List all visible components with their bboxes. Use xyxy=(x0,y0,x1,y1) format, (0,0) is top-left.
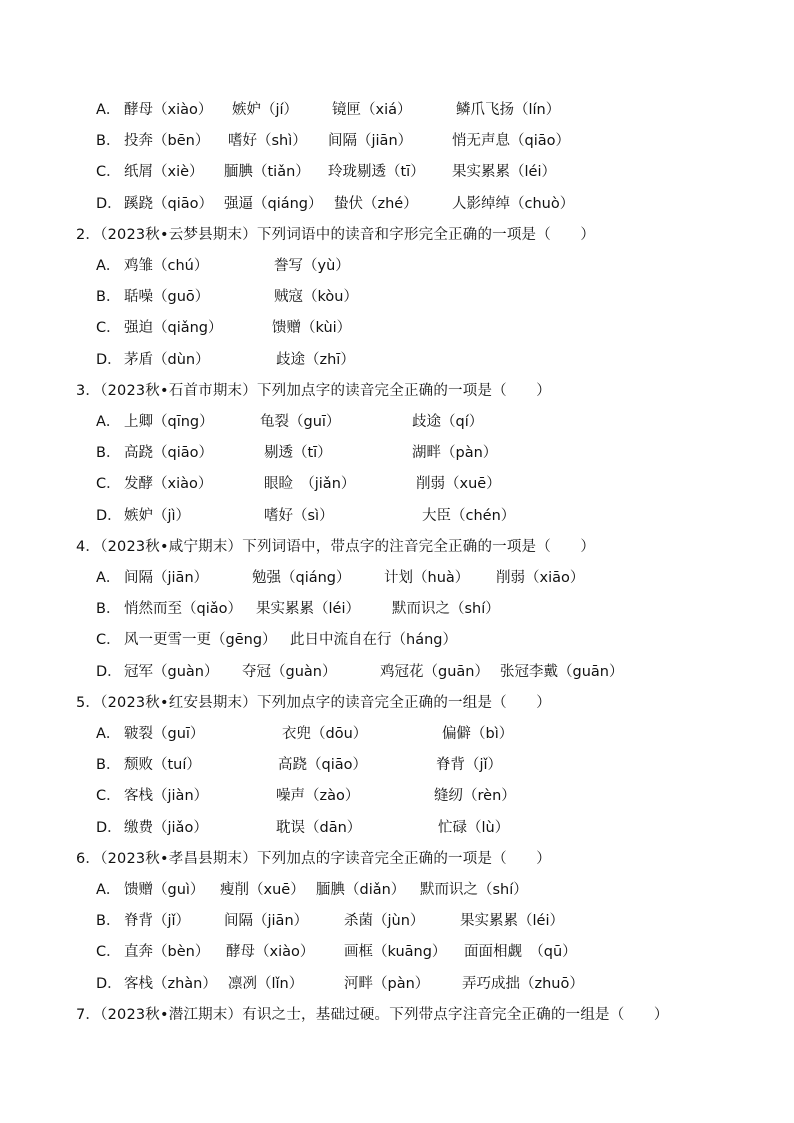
option-label: D． xyxy=(96,664,122,680)
option-item: 面面相觑 （qū） xyxy=(464,944,577,960)
option-item: 嗜好（shì） xyxy=(228,133,307,149)
option-row xyxy=(96,784,516,808)
option-item: 酵母（xiào） xyxy=(226,944,315,960)
option-row xyxy=(96,909,564,933)
option-row xyxy=(96,878,528,902)
option-item: 画框（kuāng） xyxy=(344,944,447,960)
option-label: D． xyxy=(96,508,122,524)
option-item: 高跷（qiāo） xyxy=(124,445,213,461)
option-row xyxy=(96,722,514,746)
option-item: 发酵（xiào） xyxy=(124,476,213,492)
question-number: 5． xyxy=(76,695,101,711)
option-row xyxy=(96,192,575,216)
option-item: 衣兜（dōu） xyxy=(282,726,368,742)
option-label: B． xyxy=(96,289,121,305)
option-item: 嫉妒（jí） xyxy=(232,102,299,118)
option-row xyxy=(96,504,516,528)
option-item: 誊写（yù） xyxy=(274,258,350,274)
option-row xyxy=(96,628,457,652)
option-item: 冠军（guàn） xyxy=(124,664,219,680)
option-item: 腼腆（diǎn） xyxy=(316,882,406,898)
option-item: 馈赠（guì） xyxy=(124,882,205,898)
option-item: 玲珑剔透（tī） xyxy=(328,164,425,180)
option-item: 嫉妒（jì） xyxy=(124,508,191,524)
option-row xyxy=(96,472,501,496)
option-item: 贼寇（kòu） xyxy=(274,289,358,305)
option-row xyxy=(96,972,584,996)
option-label: C． xyxy=(96,788,121,804)
question-number: 2． xyxy=(76,227,101,243)
option-label: D． xyxy=(96,976,122,992)
option-item: 大臣（chén） xyxy=(422,508,516,524)
option-item: 鳞爪飞扬（lín） xyxy=(456,102,561,118)
option-item: 皲裂（guī） xyxy=(124,726,205,742)
option-item: 风一更雪一更（gēng） xyxy=(124,632,277,648)
question-number: 4． xyxy=(76,539,101,555)
option-row xyxy=(96,566,585,590)
option-item: 河畔（pàn） xyxy=(344,976,430,992)
option-item: 茅盾（dùn） xyxy=(124,352,210,368)
option-item: 张冠李戴（guān） xyxy=(500,664,624,680)
option-item: 噪声（zào） xyxy=(276,788,360,804)
option-item: 弄巧成拙（zhuō） xyxy=(462,976,584,992)
option-item: 悄然而至（qiǎo） xyxy=(124,601,242,617)
option-item: 客栈（zhàn） xyxy=(124,976,217,992)
option-item: 蹊跷（qiāo） xyxy=(124,196,213,212)
option-label: C． xyxy=(96,944,121,960)
option-item: 歧途（qí） xyxy=(412,414,484,430)
option-item: 湖畔（pàn） xyxy=(412,445,498,461)
option-row xyxy=(96,940,577,964)
option-label: C． xyxy=(96,320,121,336)
option-item: 凛冽（lǐn） xyxy=(228,976,304,992)
question-stem xyxy=(76,1003,669,1027)
option-item: 腼腆（tiǎn） xyxy=(224,164,310,180)
option-item: 杀菌（jùn） xyxy=(344,913,425,929)
option-row xyxy=(96,98,561,122)
option-item: 果实累累（léi） xyxy=(256,601,360,617)
option-label: D． xyxy=(96,196,122,212)
option-item: 间隔（jiān） xyxy=(224,913,309,929)
option-item: 纸屑（xiè） xyxy=(124,164,204,180)
question-text: （2023秋•咸宁期末）下列词语中，带点字的注音完全正确的一项是（ ） xyxy=(100,539,596,555)
option-label: B． xyxy=(96,601,121,617)
question-number: 3． xyxy=(76,383,101,399)
option-item: 蛰伏（zhé） xyxy=(334,196,418,212)
option-row xyxy=(96,660,624,684)
option-label: A． xyxy=(96,414,121,430)
option-item: 缝纫（rèn） xyxy=(434,788,516,804)
option-row xyxy=(96,753,503,777)
option-label: A． xyxy=(96,570,121,586)
option-item: 直奔（bèn） xyxy=(124,944,210,960)
option-item: 忙碌（lù） xyxy=(438,820,510,836)
option-item: 嗜好（sì） xyxy=(264,508,334,524)
option-item: 聒噪（guō） xyxy=(124,289,210,305)
option-label: B． xyxy=(96,445,121,461)
option-item: 耽误（dān） xyxy=(276,820,362,836)
option-row xyxy=(96,316,352,340)
option-label: C． xyxy=(96,632,121,648)
option-label: B． xyxy=(96,133,121,149)
option-item: 剔透（tī） xyxy=(264,445,332,461)
question-stem xyxy=(76,535,595,559)
option-label: B． xyxy=(96,913,121,929)
option-item: 间隔（jiān） xyxy=(328,133,413,149)
option-item: 强逼（qiáng） xyxy=(224,196,323,212)
option-item: 脊背（jǐ） xyxy=(124,913,191,929)
question-stem xyxy=(76,223,595,247)
option-row xyxy=(96,254,350,278)
option-item: 间隔（jiān） xyxy=(124,570,209,586)
option-item: 缴费（jiǎo） xyxy=(124,820,208,836)
option-label: D． xyxy=(96,352,122,368)
option-item: 歧途（zhī） xyxy=(276,352,355,368)
option-label: C． xyxy=(96,476,121,492)
question-number: 6． xyxy=(76,851,101,867)
option-item: 投奔（bēn） xyxy=(124,133,210,149)
option-item: 果实累累（léi） xyxy=(460,913,564,929)
option-item: 鸡雏（chú） xyxy=(124,258,209,274)
option-row xyxy=(96,816,510,840)
option-item: 脊背（jǐ） xyxy=(436,757,503,773)
option-row xyxy=(96,348,355,372)
option-row xyxy=(96,597,500,621)
question-stem xyxy=(76,847,551,871)
option-item: 镜匣（xiá） xyxy=(332,102,412,118)
question-text: （2023秋•石首市期末）下列加点字的读音完全正确的一项是（ ） xyxy=(100,383,551,399)
question-stem xyxy=(76,379,551,403)
option-item: 果实累累（léi） xyxy=(452,164,556,180)
question-text: （2023秋•孝昌县期末）下列加点的字读音完全正确的一项是（ ） xyxy=(100,851,551,867)
option-row xyxy=(96,441,498,465)
option-row xyxy=(96,285,358,309)
option-item: 龟裂（guī） xyxy=(260,414,341,430)
option-item: 颓败（tuí） xyxy=(124,757,201,773)
question-number: 7． xyxy=(76,1007,101,1023)
option-item: 瘦削（xuē） xyxy=(220,882,305,898)
option-label: D． xyxy=(96,820,122,836)
option-item: 眼睑 （jiǎn） xyxy=(264,476,356,492)
option-item: 酵母（xiào） xyxy=(124,102,213,118)
option-row xyxy=(96,410,484,434)
option-item: 此日中流自在行（háng） xyxy=(290,632,457,648)
option-item: 削弱（xuē） xyxy=(416,476,501,492)
option-item: 默而识之（shí） xyxy=(420,882,528,898)
option-item: 默而识之（shí） xyxy=(392,601,500,617)
option-label: A． xyxy=(96,726,121,742)
option-label: A． xyxy=(96,102,121,118)
option-item: 悄无声息（qiāo） xyxy=(452,133,570,149)
option-row xyxy=(96,160,556,184)
option-item: 上卿（qīng） xyxy=(124,414,214,430)
option-item: 削弱（xiāo） xyxy=(496,570,585,586)
question-text: （2023秋•红安县期末）下列加点字的读音完全正确的一组是（ ） xyxy=(100,695,551,711)
option-item: 馈赠（kùi） xyxy=(272,320,352,336)
option-item: 强迫（qiǎng） xyxy=(124,320,223,336)
option-label: C． xyxy=(96,164,121,180)
option-label: B． xyxy=(96,757,121,773)
question-text: （2023秋•云梦县期末）下列词语中的读音和字形完全正确的一项是（ ） xyxy=(100,227,596,243)
option-item: 人影绰绰（chuò） xyxy=(452,196,575,212)
option-item: 鸡冠花（guān） xyxy=(380,664,489,680)
option-item: 计划（huà） xyxy=(384,570,470,586)
question-text: （2023秋•潜江期末）有识之士，基础过硬。下列带点字注音完全正确的一组是（ ） xyxy=(100,1007,669,1023)
question-stem xyxy=(76,691,551,715)
option-item: 高跷（qiāo） xyxy=(278,757,367,773)
option-label: A． xyxy=(96,882,121,898)
option-row xyxy=(96,129,570,153)
option-item: 夺冠（guàn） xyxy=(242,664,337,680)
option-item: 勉强（qiáng） xyxy=(252,570,351,586)
option-item: 偏僻（bì） xyxy=(442,726,514,742)
option-label: A． xyxy=(96,258,121,274)
option-item: 客栈（jiàn） xyxy=(124,788,209,804)
